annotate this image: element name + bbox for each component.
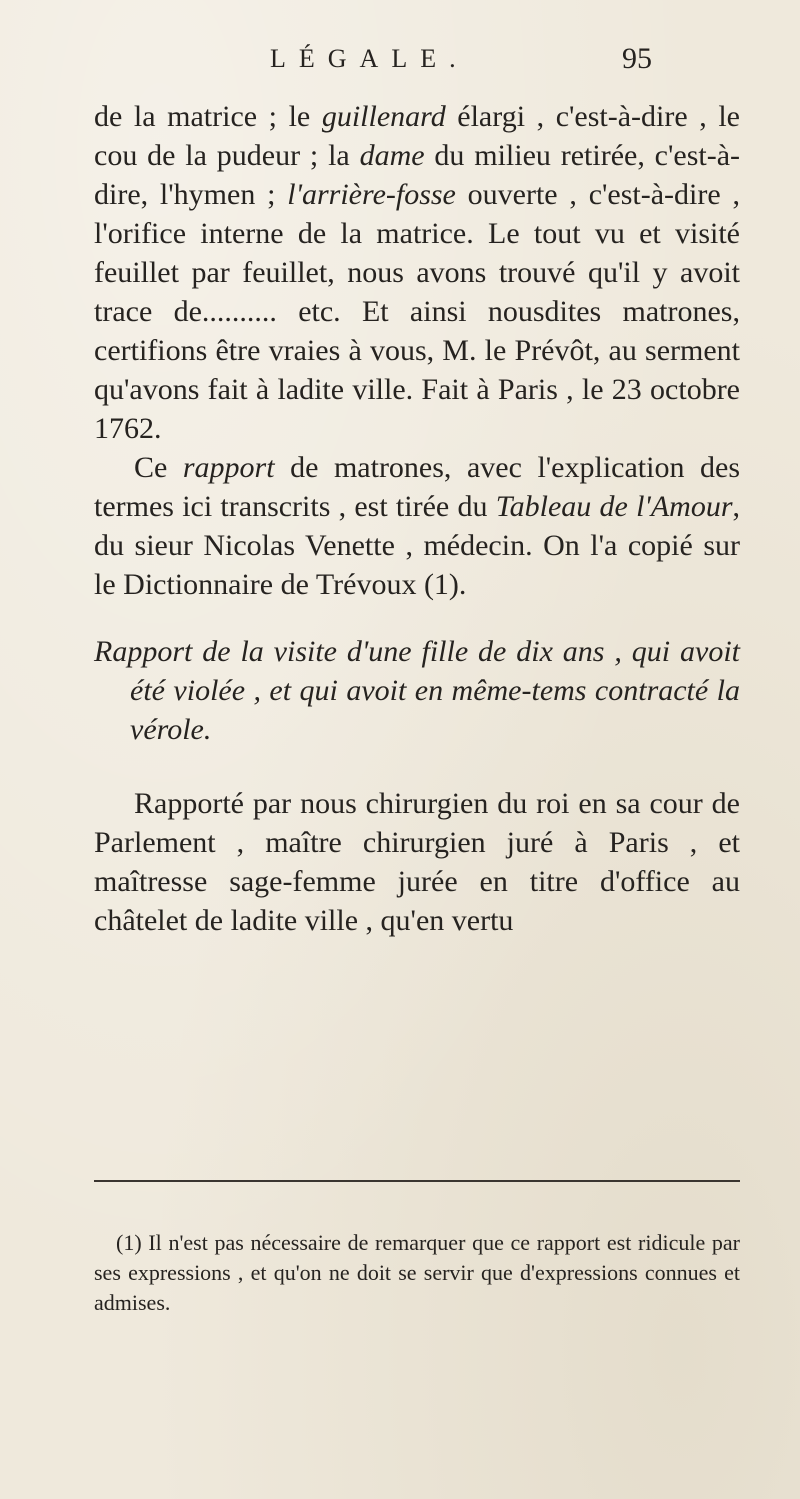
text-run: Ce: [134, 451, 183, 484]
italic-run: Tableau de l'Amour: [495, 490, 733, 523]
footnote-rule: [94, 1180, 740, 1182]
section-heading-block: [94, 632, 740, 749]
running-head: LÉGALE.: [270, 44, 469, 73]
text-run: élargi , c'est-à-dire , le cou de la pudeur ; la: [94, 100, 740, 172]
paragraph-1: [94, 97, 740, 448]
italic-run: rapport: [182, 451, 275, 484]
italic-run: l'arrière-fosse: [287, 178, 456, 211]
italic-run: guillenard: [321, 100, 446, 133]
italic-run: dame: [359, 139, 425, 172]
text-run: , du sieur Nicolas Venette , médecin. On l'a copié sur le Dictionnaire de Trévoux (1).: [94, 490, 740, 601]
paragraph-2: [94, 448, 740, 604]
page-number: 95: [622, 42, 652, 75]
text-run: ouverte , c'est-à-dire , l'orifice interne de la matrice. Le tout vu et visité feuillet par feuillet, nous avons trouvé qu'il y avoit trace de.......... etc. Et ainsi nousdites matrones, certifions être vraies à vous, M. le Prévôt, au serment qu'avons fait à ladite ville. Fait à Paris , le 23 octobre 1762.: [94, 178, 740, 445]
paragraph-3: Rapporté par nous chirurgien du roi en sa cour de Parlement , maître chirurgien juré à Paris , et maîtresse sage-femme jurée en titre d'office au châtelet de ladite ville , qu'en vertu: [94, 787, 740, 937]
section-heading: Rapport de la visite d'une fille de dix ans , qui avoit été violée , et qui avoit en même-tems contracté la vérole.: [94, 635, 740, 746]
text-run: de matrones, avec l'explication des termes ici transcrits , est tirée du: [94, 451, 741, 523]
text-run: du milieu retirée, c'est-à-dire, l'hymen ;: [94, 139, 741, 211]
footnote: (1) Il n'est pas nécessaire de remarquer que ce rapport est ridicule par ses expressions , et qu'on ne doit se servir que d'expressions connues et admises.: [94, 1230, 740, 1315]
text-run: de la matrice ; le: [94, 100, 322, 133]
body-text: [94, 97, 740, 940]
